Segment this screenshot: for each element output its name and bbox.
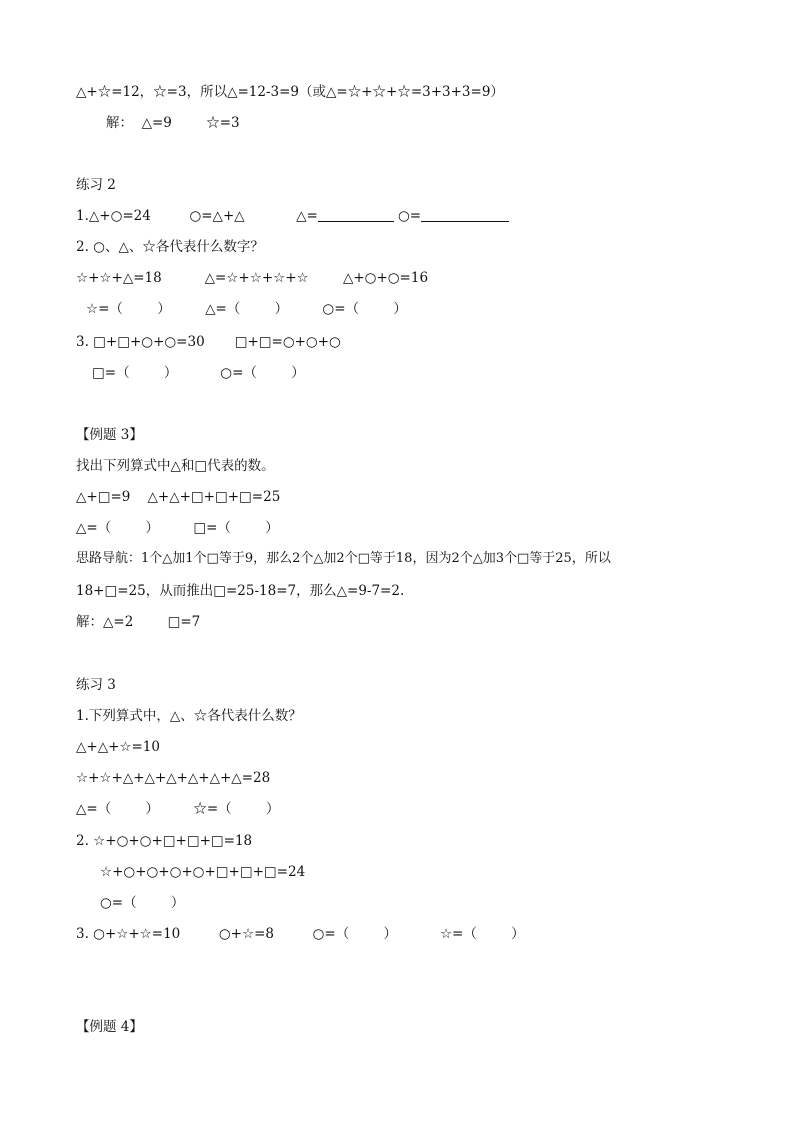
text-line-2: 解： △=9 ☆=3 xyxy=(106,115,240,131)
text-line-1: △+☆=12，☆=3，所以△=12-3=9（或△=☆+☆+☆=3+3+3=9） xyxy=(76,84,504,100)
text-line-24: ☆+○+○+○+○+□+□+□=24 xyxy=(100,864,306,880)
text-line-13: △+□=9 △+△+□+□+□=25 xyxy=(76,489,281,505)
text-line-5 xyxy=(398,207,509,225)
answer-blank xyxy=(318,207,394,222)
section-heading-practice-2: 练习 2 xyxy=(76,177,116,193)
text-line-12: 找出下列算式中△和□代表的数。 xyxy=(76,458,275,474)
answer-blank xyxy=(421,207,509,222)
text-line-26: 3. ○+☆+☆=10 ○+☆=8 ○=（ ） ☆=（ ） xyxy=(76,926,525,942)
section-heading-practice-3: 练习 3 xyxy=(76,677,116,693)
text-segment: 1.△+○=24 ○=△+△ △= xyxy=(76,208,318,224)
text-line-4 xyxy=(76,207,394,225)
section-heading-example-3: 【例题 3】 xyxy=(76,427,143,443)
section-heading-example-4: 【例题 4】 xyxy=(76,1019,143,1035)
text-line-23: 2. ☆+○+○+□+□+□=18 xyxy=(76,833,253,849)
text-line-17: 解：△=2 □=7 xyxy=(76,614,201,630)
text-line-10: □=（ ） ○=（ ） xyxy=(92,365,305,381)
text-line-19: 1.下列算式中，△、☆各代表什么数？ xyxy=(76,708,302,724)
text-segment: ○= xyxy=(398,208,422,224)
text-line-20: △+△+☆=10 xyxy=(76,739,160,755)
text-line-6: 2. ○、△、☆各代表什么数字？ xyxy=(76,239,264,255)
text-line-8: ☆=（ ） △=（ ） ○=（ ） xyxy=(86,301,407,317)
text-line-16: 18+□=25，从而推出□=25-18=7，那么△=9-7=2. xyxy=(76,583,405,599)
text-line-25: ○=（ ） xyxy=(100,895,185,911)
text-line-22: △=（ ） ☆=（ ） xyxy=(76,801,280,817)
text-line-7: ☆+☆+△=18 △=☆+☆+☆+☆ △+○+○=16 xyxy=(76,270,429,286)
text-line-21: ☆+☆+△+△+△+△+△+△=28 xyxy=(76,770,271,786)
text-line-9: 3. □+□+○+○=30 □+□=○+○+○ xyxy=(76,334,341,350)
text-line-14: △=（ ） □=（ ） xyxy=(76,520,279,536)
text-line-15: 思路导航：1个△加1个□等于9，那么2个△加2个□等于18，因为2个△加3个□等于25，所以 xyxy=(76,551,611,566)
